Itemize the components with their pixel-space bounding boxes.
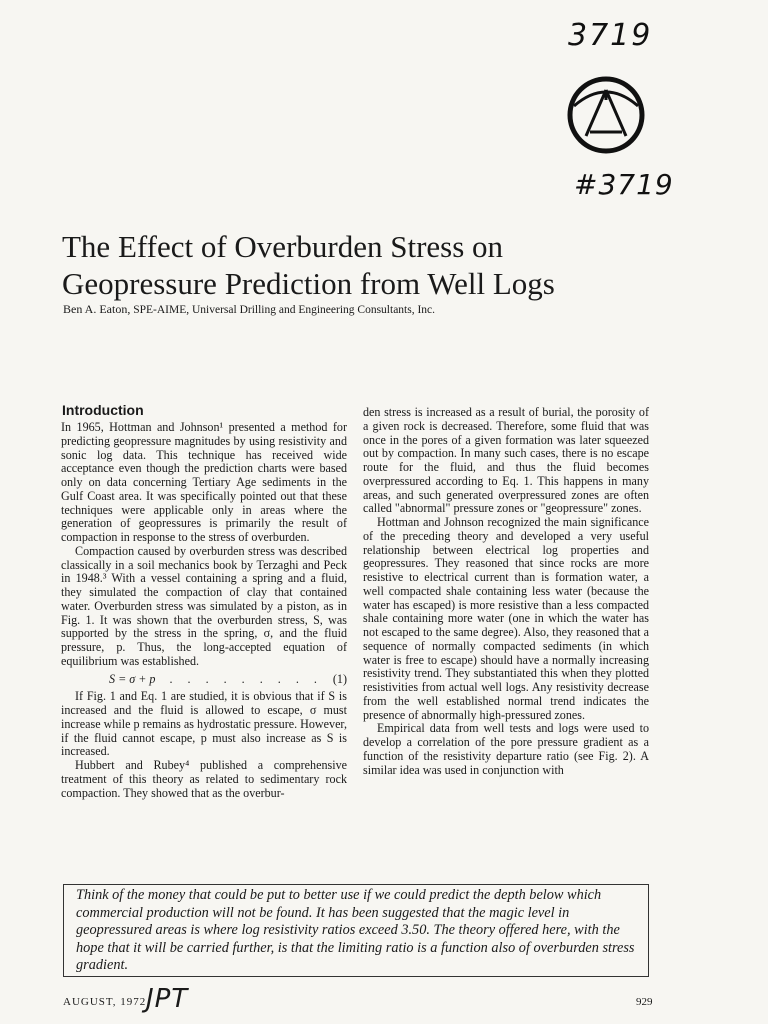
equation-leader-dots: . . . . . . . . . bbox=[169, 671, 323, 686]
right-column bbox=[363, 406, 649, 777]
section-heading: Introduction bbox=[62, 402, 144, 418]
equation-expression: S = σ + p bbox=[109, 671, 156, 686]
equation-number: (1) bbox=[332, 671, 347, 686]
title-line-1: The Effect of Overburden Stress on bbox=[62, 229, 504, 264]
paper-title bbox=[62, 228, 702, 302]
right-paragraph-3: Empirical data from well tests and logs were used to develop a correlation of the pore pressure gradient as a function of the resistivity departure ratio (see Fig. 2). A similar idea was used in conjunction with bbox=[363, 721, 649, 777]
author-name: Ben A. Eaton, bbox=[63, 302, 131, 316]
byline bbox=[63, 302, 435, 317]
left-paragraph-3: If Fig. 1 and Eq. 1 are studied, it is obvious that if S is increased and the fluid is allowed to escape, σ must increase while p remains as hydrostatic pressure. However, if the fluid cannot escape, p must also increase as S is increased. bbox=[61, 689, 347, 759]
right-paragraph-1: den stress is increased as a result of burial, the porosity of a given rock is decreased. Therefore, some fluid that was once in the pores of a given formation was later squeezed out by compaction. In many such cases, there is no escape route for the fluid, and thus the fluid becomes overpressured according to Eq. 1. This happens in many areas, and such generated overpressured zones are often called "abnormal" pressure zones or "geopressure" zones. bbox=[363, 405, 649, 516]
equation-1 bbox=[61, 673, 347, 687]
page-number: 929 bbox=[636, 996, 653, 1008]
footer-journal-handwriting: JPT bbox=[146, 984, 189, 1014]
author-affiliation: SPE-AIME, Universal Drilling and Engineering Consultants, Inc. bbox=[133, 304, 436, 316]
right-paragraph-2: Hottman and Johnson recognized the main significance of the preceding theory and developed a very useful relationship between electrical log properties and geopressures. They reasoned that since rocks are more resistive to electrical current than is formation water, a well compacted shale containing less water (because the water has escaped) is more resistive than a less compacted shale containing more water (one in which the water has not escaped to the same degree). Also, they reasoned that a sequence of normally compacted sediments (in which water is free to escape) should have a normally increasing resistivity trend. They substantiated this when they plotted resistivities from actual well logs. Any resistivity decrease from the well established normal trend indicates the presence of abnormally high-pressured zones. bbox=[363, 515, 649, 722]
callout-text: Think of the money that could be put to better use if we could predict the depth below which commercial production will not be found. It has been suggested that the magic level in geopressured areas is where log resistivity ratios exceed 3.50. The theory offered here, with the hope that it will be carried further, is that the limiting ratio is a function also of overburden stress gradient. bbox=[76, 887, 635, 973]
title-line-2: Geopressure Prediction from Well Logs bbox=[62, 266, 555, 301]
handwritten-number-top: 3719 bbox=[568, 18, 653, 53]
callout-bottom-rule bbox=[63, 976, 649, 977]
left-paragraph-2: Compaction caused by overburden stress was described classically in a soil mechanics book by Terzaghi and Peck in 1948.³ With a vessel containing a spring and a fluid, they simulated the compaction of clay that contained water. Overburden stress was simulated by a piston, as in Fig. 1. It was shown that the overburden stress, S, was supported by the stress in the spring, σ, and the fluid pressure, p. Thus, the long-accepted equation of equilibrium was established. bbox=[61, 543, 347, 668]
footer-date: AUGUST, 1972 bbox=[63, 996, 147, 1008]
callout-top-rule bbox=[63, 884, 649, 885]
left-column bbox=[61, 421, 347, 800]
handwritten-number-middle: #3719 bbox=[574, 168, 674, 201]
left-paragraph-1: In 1965, Hottman and Johnson¹ presented a method for predicting geopressure magnitudes by using resistivity and sonic log data. This technique has received wide acceptance even though the prediction charts were based only on data concerning Tertiary Age sediments in the Gulf Coast area. It was specifically pointed out that these techniques were applicable only in areas where the generation of geopressures is primarily the result of compaction in response to the stress of overburden. bbox=[61, 420, 347, 544]
left-paragraph-4: Hubbert and Rubey⁴ published a comprehensive treatment of this theory as related to sedimentary rock compaction. They showed that as the overbur- bbox=[61, 758, 347, 800]
society-logo bbox=[566, 72, 646, 158]
